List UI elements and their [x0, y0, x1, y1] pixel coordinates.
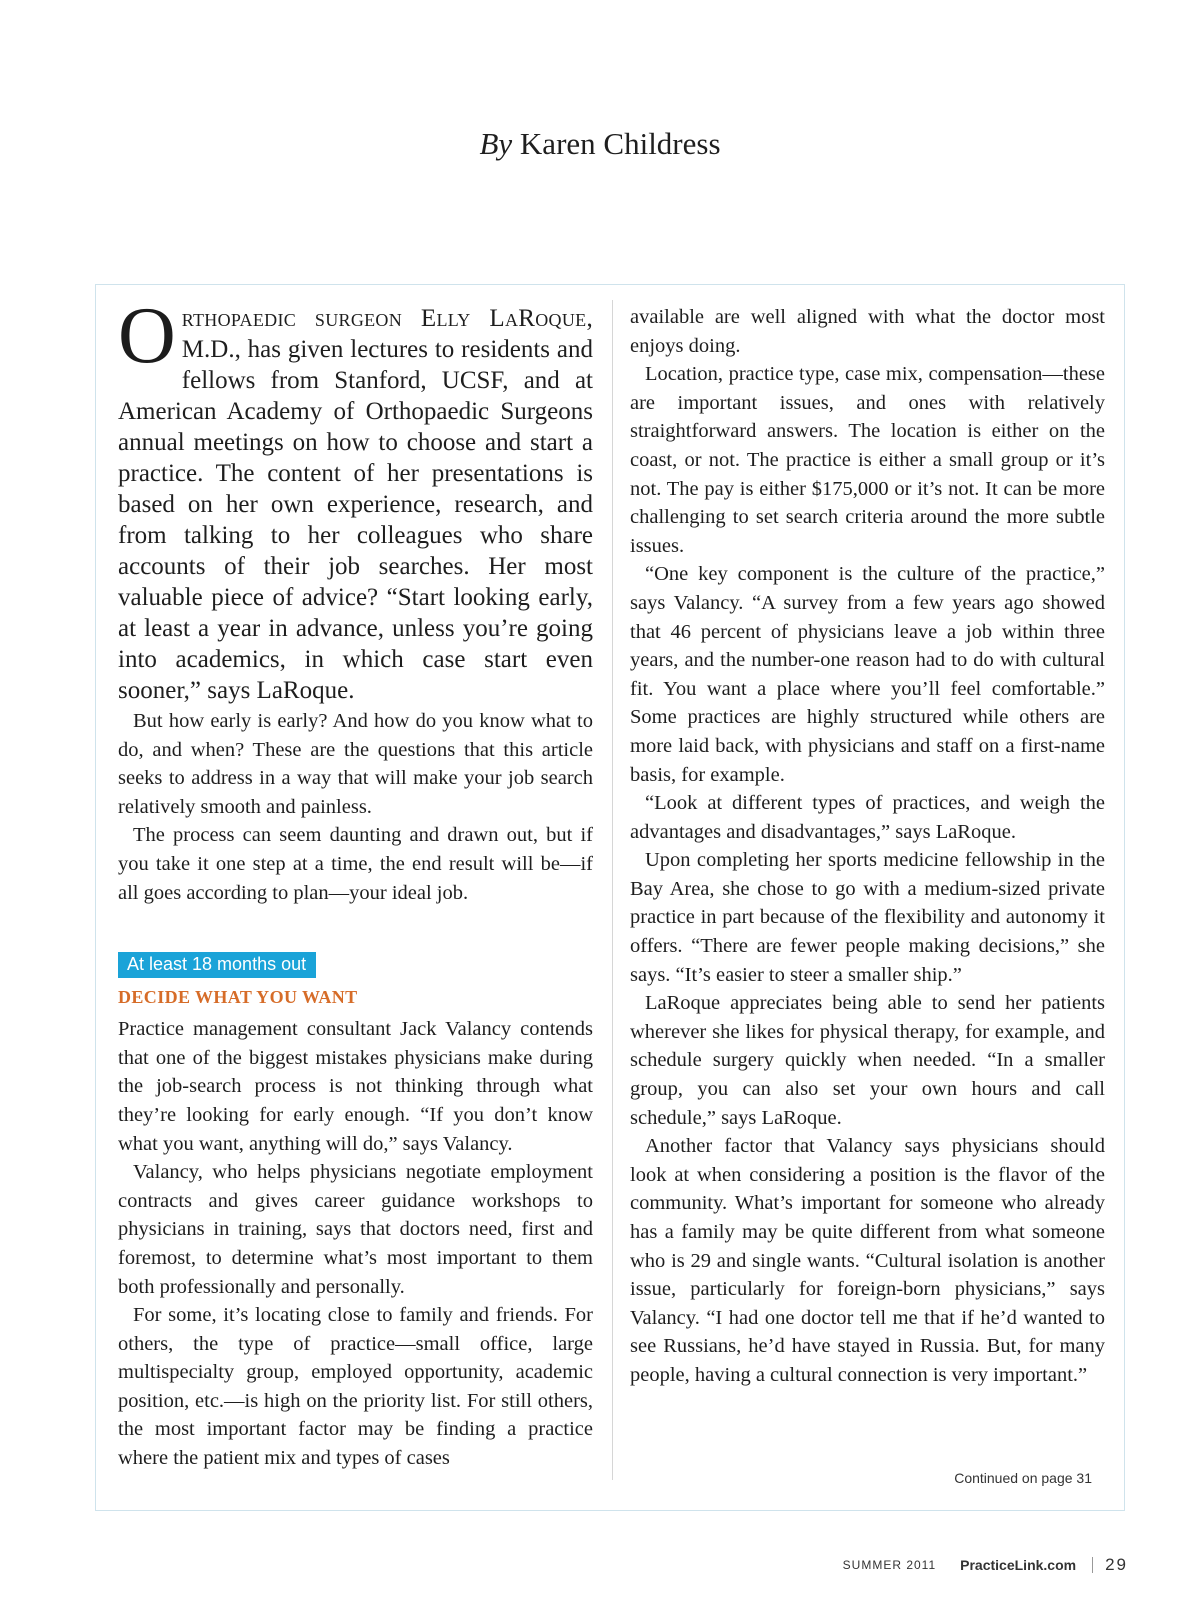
byline — [0, 126, 1200, 162]
continued-note: Continued on page 31 — [954, 1470, 1092, 1486]
lead-paragraph — [118, 292, 593, 706]
paragraph: Another factor that Valancy says physicians should look at when considering a position is the flavor of the community. What’s important for someone who already has a family may be quite different from what someone who is 29 and single wants. “Cultural isolation is another issue, particularly for foreign-born physicians,” says Valancy. “I had one doctor tell me that if he’d wanted to see Russians, he’d have stayed in Russia. But, for many people, having a cultural connection is very important.” — [630, 1135, 1105, 1386]
right-column — [630, 303, 1105, 1390]
paragraph: For some, it’s locating close to family and friends. For others, the type of practice—small office, large multispecialty group, employed opportunity, academic position, etc.—is high on the priority list. For still others, the most important factor may be finding a practice where the patient mix and types of cases — [118, 1304, 593, 1470]
paragraph: Valancy, who helps physicians negotiate employment contracts and gives career guidance workshops to physicians in training, says that doctors need, first and foremost, to determine what’s most important to them both professionally and personally. — [118, 1161, 593, 1298]
lead-text: M.D., has given lectures to residents and fellows from Stanford, UCSF, and at American Academy of Orthopaedic Surgeons annual meetings on how to choose and start a practice. The content of her presentations is based on her own experience, research, and from talking to her colleagues who share accounts of their job searches. Her most valuable piece of advice? “Start looking early, at least a year in advance, unless you’re going into academics, in which case start even sooner,” says LaRoque. — [118, 336, 593, 704]
author-name: Karen Childress — [519, 126, 721, 161]
site-name: PracticeLink.com — [960, 1557, 1077, 1573]
paragraph: The process can seem daunting and drawn out, but if you take it one step at a time, the end result will be—if all goes according to plan—your ideal job. — [118, 824, 593, 904]
drop-cap: O — [118, 292, 176, 380]
page-number: 29 — [1105, 1555, 1128, 1574]
section-tag: At least 18 months out — [118, 952, 316, 978]
paragraph: Practice management consultant Jack Valancy contends that one of the biggest mistakes physicians make during the job-search process is not thinking through what they’re looking for early enough. “If you don’t know what you want, anything will do,” says Valancy. — [118, 1018, 593, 1155]
column-divider — [612, 300, 613, 1480]
paragraph: available are well aligned with what the doctor most enjoys doing. — [630, 306, 1105, 357]
issue-label: SUMMER 2011 — [842, 1558, 937, 1572]
section-subhead: DECIDE WHAT YOU WANT — [118, 987, 358, 1008]
paragraph: LaRoque appreciates being able to send her patients wherever she likes for physical therapy, for example, and schedule surgery quickly when needed. “In a smaller group, you can also set your own hours and call schedule,” says LaRoque. — [630, 992, 1105, 1129]
lead-smallcaps: rthopaedic surgeon Elly LaRoque, — [181, 305, 593, 332]
paragraph: “Look at different types of practices, and weigh the advantages and disadvantages,” says LaRoque. — [630, 792, 1105, 843]
page-footer — [843, 1555, 1128, 1575]
paragraph: Location, practice type, case mix, compensation—these are important issues, and ones with relatively straightforward answers. The location is either on the coast, or not. The practice is either a small group or it’s not. The pay is either $175,000 or it’s not. It can be more challenging to set search criteria around the more subtle issues. — [630, 363, 1105, 557]
paragraph: But how early is early? And how do you know what to do, and when? These are the questions that this article seeks to address in a way that will make your job search relatively smooth and painless. — [118, 710, 593, 818]
paragraph: “One key component is the culture of the practice,” says Valancy. “A survey from a few years ago showed that 46 percent of physicians leave a job within three years, and the number-one reason had to do with cultural fit. You want a place where you’ll feel comfortable.” Some practices are highly structured while others are more laid back, with physicians and staff on a first-name basis, for example. — [630, 563, 1105, 786]
footer-separator — [1092, 1557, 1093, 1573]
paragraph: Upon completing her sports medicine fellowship in the Bay Area, she chose to go with a medium-sized private practice in part because of the flexibility and autonomy it offers. “There are fewer people making decisions,” she says. “It’s easier to steer a smaller ship.” — [630, 849, 1105, 986]
left-column — [118, 292, 593, 1473]
byline-prefix: By — [479, 126, 513, 161]
